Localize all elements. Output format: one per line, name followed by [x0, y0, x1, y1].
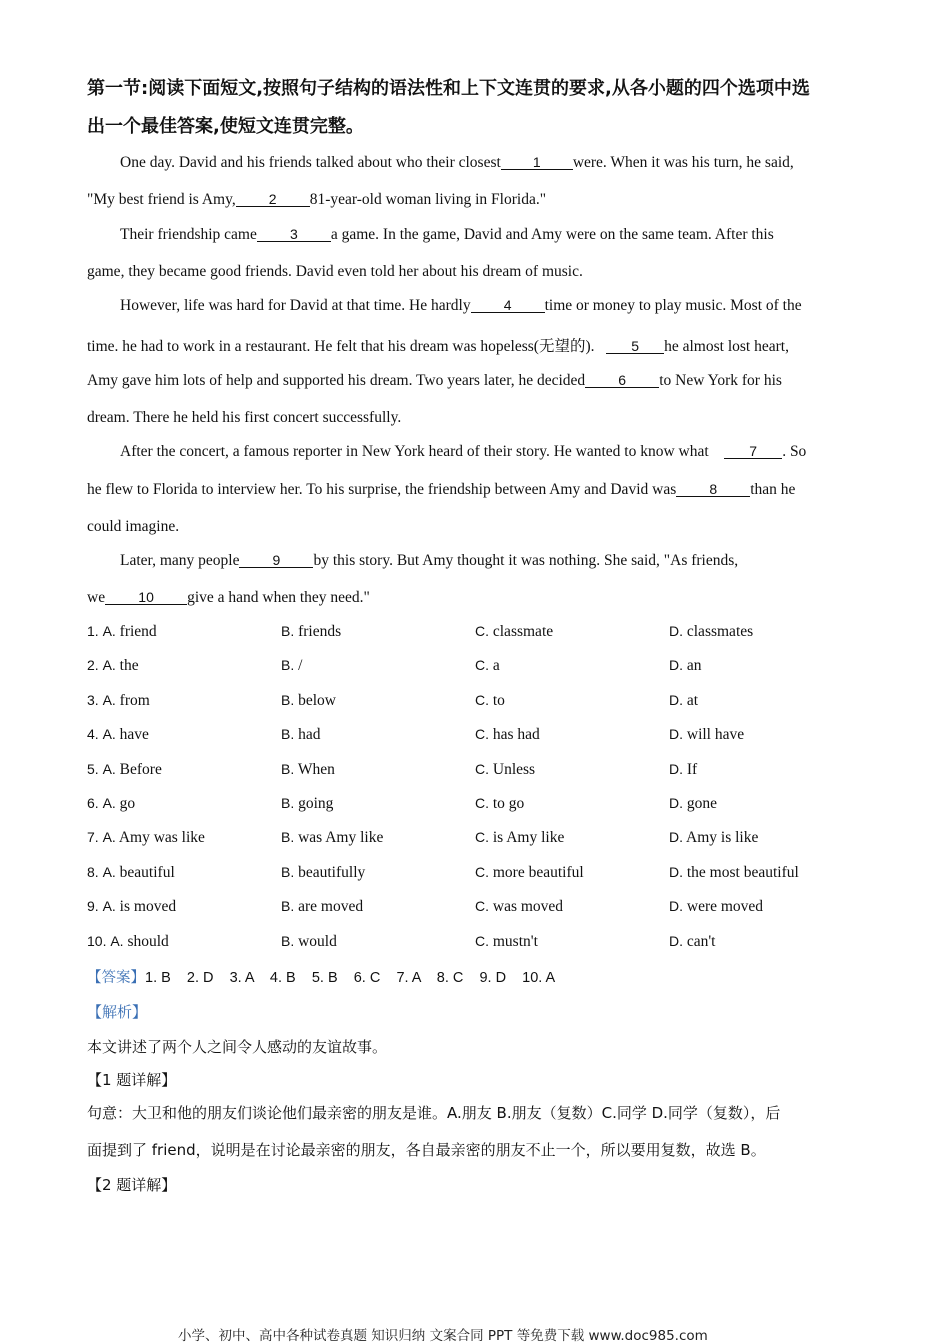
option-c — [475, 933, 538, 951]
passage-text: Their friendship came — [120, 226, 257, 243]
option-letter: A. — [110, 932, 124, 949]
option-letter: D. — [669, 657, 683, 674]
option-d — [669, 623, 753, 641]
blank-10: 10 — [105, 590, 187, 605]
blank-8: 8 — [676, 482, 750, 497]
passage-text: we — [87, 589, 106, 606]
passage-text: After the concert, a famous reporter in New York heard of their story. He wanted to know what — [120, 443, 709, 460]
option-text: has had — [492, 726, 540, 744]
option-text: to go — [492, 795, 525, 812]
question-number: 7. — [87, 829, 99, 846]
answer-line — [87, 966, 555, 987]
option-b — [281, 864, 365, 882]
q1-explanation-line-2: 面提到了 friend，说明是在讨论最亲密的朋友，各自最亲密的朋友不止一个，所以要用复数，故选 B。 — [87, 1141, 766, 1159]
option-text: friends — [298, 623, 342, 640]
option-d — [669, 898, 763, 916]
option-letter: B. — [281, 898, 295, 915]
option-b — [281, 623, 341, 641]
option-text: go — [119, 795, 136, 812]
section-title-line-2: 出一个最佳答案,使短文连贯完整。 — [87, 116, 364, 137]
option-letter: C. — [475, 863, 489, 880]
passage-text: However, life was hard for David at that time. He hardly — [120, 297, 471, 314]
question-row — [87, 933, 867, 955]
passage-text: he almost lost heart, — [664, 338, 789, 355]
option-text: Before — [119, 760, 162, 778]
option-letter: A. — [102, 657, 116, 674]
option-letter: C. — [475, 760, 489, 777]
question-row — [87, 726, 867, 748]
option-a — [87, 829, 205, 847]
passage-text: time or money to play music. Most of the — [544, 297, 802, 314]
option-a — [87, 761, 162, 779]
option-text: will have — [686, 726, 745, 744]
passage-text: Later, many people — [120, 552, 240, 569]
question-row — [87, 657, 867, 679]
passage-line: game, they became good friends. David even told her about his dream of music. — [87, 263, 583, 280]
option-letter: B. — [281, 657, 295, 674]
blank-3: 3 — [257, 227, 331, 242]
option-text: beautiful — [119, 863, 175, 881]
option-b — [281, 726, 321, 744]
blank-2: 2 — [236, 192, 310, 207]
option-letter: B. — [281, 863, 295, 880]
option-text: more beautiful — [492, 863, 584, 881]
passage-line — [120, 297, 802, 315]
question-row — [87, 623, 867, 645]
option-a — [87, 726, 149, 744]
option-letter: B. — [281, 726, 295, 743]
option-letter: B. — [281, 795, 295, 811]
option-a — [87, 933, 169, 951]
option-b — [281, 829, 383, 847]
passage-line — [120, 552, 738, 570]
question-row — [87, 761, 867, 783]
option-letter: A. — [102, 829, 116, 846]
option-letter: D. — [669, 623, 683, 639]
blank-5: 5 — [606, 339, 664, 354]
option-letter: C. — [475, 829, 489, 846]
question-number: 4. — [87, 726, 99, 743]
passage-text: One day. David and his friends talked about who their closest — [120, 154, 501, 171]
q1-heading: 【1 题详解】 — [87, 1071, 177, 1089]
passage-text: Amy gave him lots of help and supported his dream. Two years later, he decided — [87, 372, 586, 389]
blank-1: 1 — [501, 155, 573, 170]
option-b — [281, 795, 333, 813]
option-text: at — [686, 691, 699, 709]
option-c — [475, 623, 553, 641]
option-letter: A. — [102, 691, 116, 708]
passage-text: he flew to Florida to interview her. To his surprise, the friendship between Amy and David was — [87, 481, 677, 498]
section-title-line-1: 第一节:阅读下面短文,按照句子结构的语法性和上下文连贯的要求,从各小题的四个选项中选 — [87, 78, 810, 99]
option-letter: C. — [475, 795, 489, 811]
footer-text: 小学、初中、高中各种试卷真题 知识归纳 文案合同 PPT 等免费下载 www.doc985.com — [178, 1328, 708, 1344]
option-text: can't — [686, 932, 716, 950]
option-text: / — [298, 657, 303, 675]
question-row — [87, 795, 867, 817]
option-letter: C. — [475, 657, 489, 674]
option-letter: B. — [281, 932, 295, 949]
option-b — [281, 933, 337, 951]
option-a — [87, 898, 176, 916]
option-a — [87, 657, 139, 675]
option-letter: D. — [669, 726, 683, 743]
passage-line — [120, 443, 806, 461]
option-d — [669, 657, 702, 675]
question-number: 2. — [87, 657, 99, 674]
analysis-label: 【解析】 — [87, 1003, 148, 1021]
option-letter: C. — [475, 726, 489, 743]
option-letter: C. — [475, 932, 489, 949]
option-text: Amy is like — [686, 829, 759, 847]
option-letter: D. — [669, 932, 683, 949]
option-letter: A. — [102, 726, 116, 743]
option-letter: A. — [102, 898, 116, 915]
option-text: the — [119, 657, 139, 675]
option-letter: D. — [669, 863, 683, 880]
passage-text: to New York for his — [659, 372, 782, 389]
question-number: 8. — [87, 863, 99, 880]
passage-line — [120, 154, 794, 172]
passage-line: dream. There he held his first concert successfully. — [87, 409, 402, 426]
option-c — [475, 692, 505, 710]
option-text: mustn't — [492, 932, 538, 950]
option-letter: A. — [102, 623, 116, 639]
option-text: from — [119, 691, 150, 709]
question-row — [87, 864, 867, 886]
passage-line — [120, 226, 774, 244]
question-number: 3. — [87, 691, 99, 708]
option-letter: C. — [475, 691, 489, 708]
option-letter: C. — [475, 623, 489, 639]
option-b — [281, 898, 363, 916]
option-d — [669, 864, 799, 882]
analysis-summary: 本文讲述了两个人之间令人感动的友谊故事。 — [87, 1038, 388, 1056]
option-text: were moved — [686, 898, 764, 916]
option-d — [669, 829, 758, 847]
option-text: is Amy like — [492, 829, 565, 847]
option-text: a — [492, 657, 500, 675]
option-text: classmates — [686, 623, 754, 640]
blank-6: 6 — [585, 373, 659, 388]
option-text: have — [119, 726, 149, 744]
passage-text: give a hand when they need." — [187, 589, 370, 606]
passage-line — [87, 191, 546, 209]
question-number: 5. — [87, 760, 99, 777]
option-text: was moved — [492, 898, 564, 916]
option-d — [669, 726, 744, 744]
option-a — [87, 623, 157, 641]
option-b — [281, 692, 336, 710]
passage-line: could imagine. — [87, 518, 180, 535]
question-row — [87, 692, 867, 714]
option-d — [669, 933, 715, 951]
q1-explanation-line-1: 句意：大卫和他的朋友们谈论他们最亲密的朋友是谁。A.朋友 B.朋友（复数）C.同学 D.同学（复数），后 — [87, 1104, 781, 1122]
answer-label: 【答案】 — [87, 970, 145, 986]
passage-text: were. When it was his turn, he said, — [572, 154, 794, 171]
option-text: the most beautiful — [686, 863, 799, 881]
section-title — [87, 70, 867, 146]
option-text: should — [127, 932, 169, 950]
question-number: 1. — [87, 623, 99, 639]
option-text: below — [298, 691, 336, 709]
option-letter: B. — [281, 829, 295, 846]
blank-4: 4 — [471, 298, 545, 313]
passage-line — [87, 334, 789, 356]
option-text: going — [298, 795, 334, 812]
option-text: had — [298, 726, 321, 744]
question-row — [87, 829, 867, 851]
option-a — [87, 692, 150, 710]
option-text: to — [492, 691, 505, 709]
option-text: an — [686, 657, 702, 675]
option-text: friend — [119, 623, 157, 640]
passage-text: time. he had to work in a restaurant. He felt that his dream was hopeless(无望的). — [87, 338, 595, 355]
option-letter: D. — [669, 691, 683, 708]
passage-line — [87, 589, 370, 607]
passage-text: by this story. But Amy thought it was nothing. She said, "As friends, — [313, 552, 739, 569]
option-text: If — [686, 760, 698, 778]
option-c — [475, 864, 584, 882]
option-text: Unless — [492, 760, 536, 778]
option-text: was Amy like — [298, 829, 384, 847]
option-d — [669, 692, 698, 710]
question-row — [87, 898, 867, 920]
option-text: When — [297, 760, 335, 778]
passage-line — [87, 372, 782, 390]
answer-values: 1. B 2. D 3. A 4. B 5. B 6. C 7. A 8. C 9. D 10. A — [145, 970, 556, 986]
option-c — [475, 829, 564, 847]
passage-text: . So — [782, 443, 807, 460]
option-letter: B. — [281, 691, 295, 708]
option-b — [281, 761, 335, 779]
option-a — [87, 795, 135, 813]
option-text: are moved — [298, 898, 364, 916]
option-c — [475, 657, 500, 675]
option-letter: B. — [281, 760, 295, 777]
option-text: would — [298, 932, 337, 950]
option-d — [669, 761, 697, 779]
option-a — [87, 864, 175, 882]
option-text: classmate — [492, 623, 554, 640]
passage-text: a game. In the game, David and Amy were on the same team. After this — [330, 226, 774, 243]
option-letter: A. — [102, 760, 116, 777]
option-text: gone — [686, 795, 718, 812]
option-b — [281, 657, 302, 675]
option-c — [475, 898, 563, 916]
option-c — [475, 761, 535, 779]
question-number: 9. — [87, 898, 99, 915]
q2-heading: 【2 题详解】 — [87, 1176, 177, 1194]
passage-text: "My best friend is Amy, — [87, 191, 236, 208]
option-text: beautifully — [298, 863, 366, 881]
blank-9: 9 — [239, 553, 313, 568]
option-text: Amy was like — [118, 829, 205, 847]
option-c — [475, 726, 540, 744]
blank-7: 7 — [724, 444, 782, 459]
option-c — [475, 795, 524, 813]
option-letter: D. — [669, 829, 683, 846]
passage-text: than he — [750, 481, 796, 498]
option-letter: A. — [102, 863, 116, 880]
question-number: 6. — [87, 795, 99, 811]
option-letter: D. — [669, 795, 683, 811]
option-letter: D. — [669, 898, 683, 915]
passage-text: 81-year-old woman living in Florida." — [309, 191, 547, 208]
option-letter: A. — [102, 795, 116, 811]
option-letter: B. — [281, 623, 295, 639]
passage-line — [87, 481, 795, 499]
option-d — [669, 795, 717, 813]
option-letter: C. — [475, 898, 489, 915]
option-letter: D. — [669, 760, 683, 777]
option-text: is moved — [119, 898, 177, 916]
question-number: 10. — [87, 932, 107, 949]
